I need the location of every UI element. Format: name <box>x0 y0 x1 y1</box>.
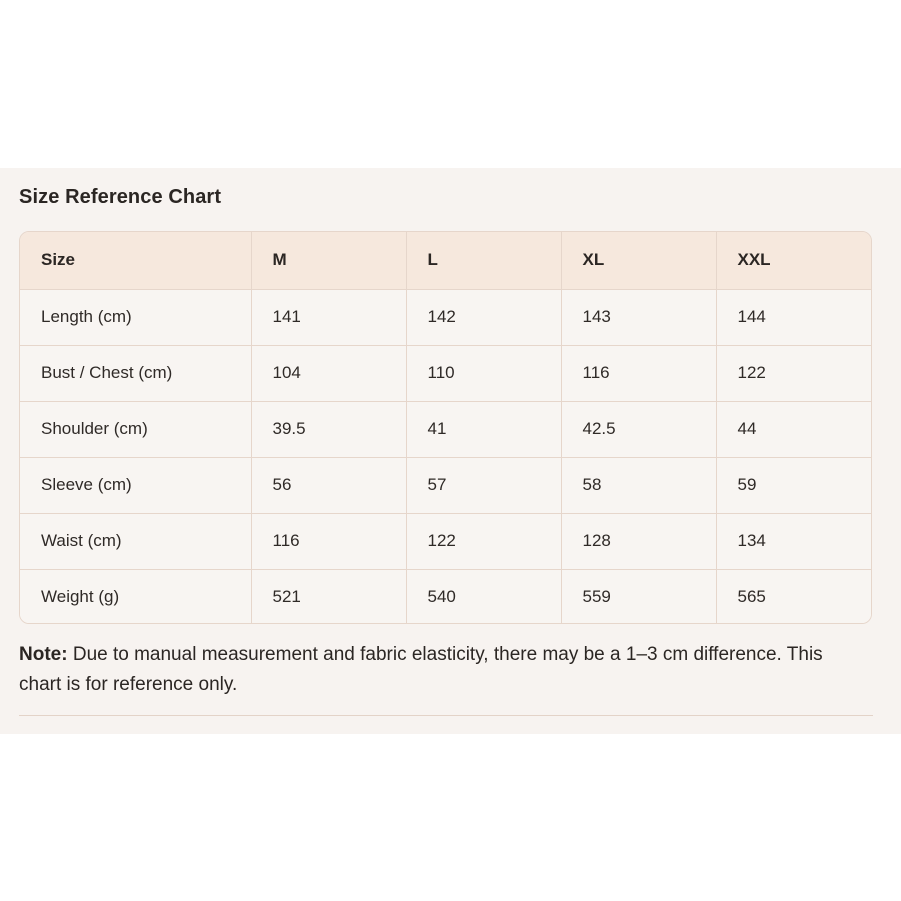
table-cell: 116 <box>251 513 406 569</box>
table-cell: 58 <box>561 457 716 513</box>
table-cell: 122 <box>406 513 561 569</box>
table-cell: 56 <box>251 457 406 513</box>
note-text: Due to manual measurement and fabric elasticity, there may be a 1–3 cm difference. This chart is for reference only. <box>19 644 823 695</box>
table-cell: 559 <box>561 569 716 624</box>
row-label: Waist (cm) <box>20 513 251 569</box>
table-cell: 540 <box>406 569 561 624</box>
table-cell: 143 <box>561 289 716 345</box>
table-cell: 141 <box>251 289 406 345</box>
header-cell-m: M <box>251 232 406 289</box>
table-cell: 142 <box>406 289 561 345</box>
divider <box>19 715 873 716</box>
table-cell: 41 <box>406 401 561 457</box>
row-label: Length (cm) <box>20 289 251 345</box>
size-table-container <box>19 231 872 624</box>
table-cell: 134 <box>716 513 872 569</box>
table-row-bust-chest <box>20 345 872 401</box>
table-cell: 521 <box>251 569 406 624</box>
table-cell: 144 <box>716 289 872 345</box>
measurement-note <box>19 640 859 700</box>
table-header-row <box>20 232 872 289</box>
table-cell: 44 <box>716 401 872 457</box>
table-cell: 42.5 <box>561 401 716 457</box>
header-cell-size: Size <box>20 232 251 289</box>
header-cell-xl: XL <box>561 232 716 289</box>
header-cell-xxl: XXL <box>716 232 872 289</box>
table-cell: 104 <box>251 345 406 401</box>
note-label: Note: <box>19 644 68 665</box>
table-row-weight <box>20 569 872 624</box>
table-row-waist <box>20 513 872 569</box>
row-label: Shoulder (cm) <box>20 401 251 457</box>
row-label: Bust / Chest (cm) <box>20 345 251 401</box>
table-cell: 128 <box>561 513 716 569</box>
table-row-shoulder <box>20 401 872 457</box>
table-row-length <box>20 289 872 345</box>
size-table <box>20 232 872 624</box>
table-row-sleeve <box>20 457 872 513</box>
page-title: Size Reference Chart <box>19 186 222 208</box>
table-cell: 122 <box>716 345 872 401</box>
table-cell: 59 <box>716 457 872 513</box>
table-cell: 565 <box>716 569 872 624</box>
row-label: Sleeve (cm) <box>20 457 251 513</box>
table-cell: 57 <box>406 457 561 513</box>
table-cell: 110 <box>406 345 561 401</box>
table-cell: 116 <box>561 345 716 401</box>
table-cell: 39.5 <box>251 401 406 457</box>
row-label: Weight (g) <box>20 569 251 624</box>
header-cell-l: L <box>406 232 561 289</box>
